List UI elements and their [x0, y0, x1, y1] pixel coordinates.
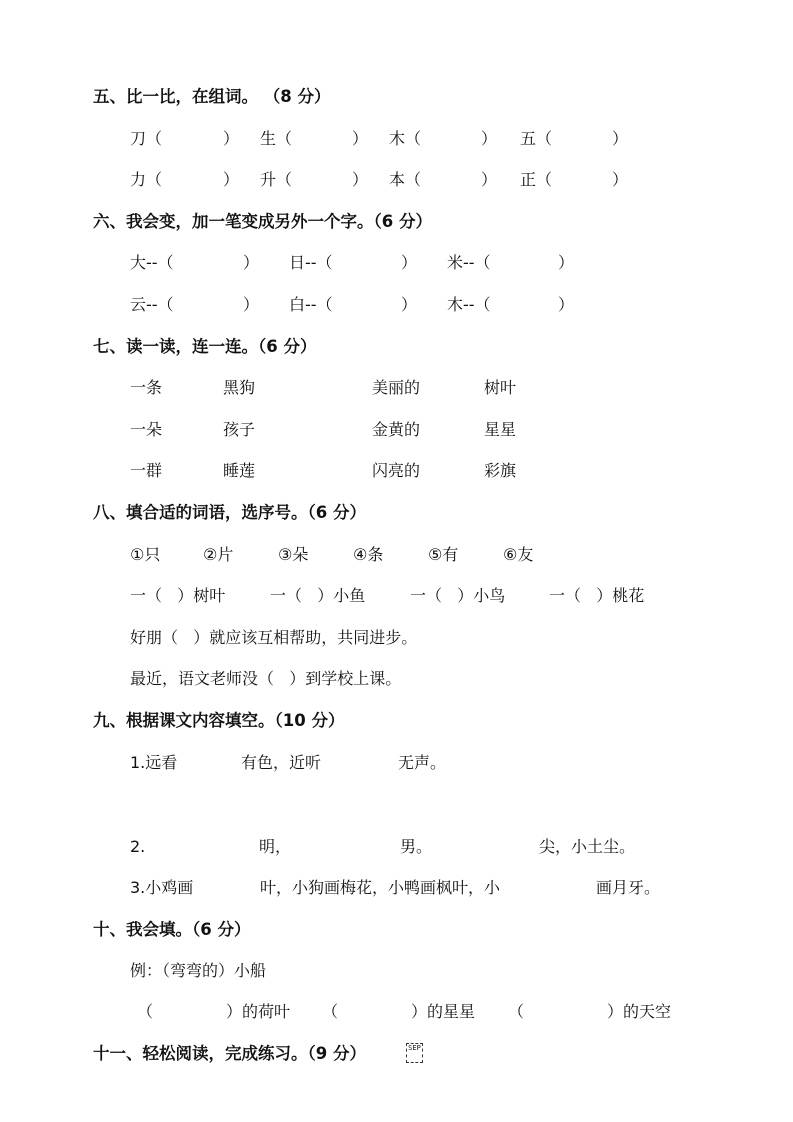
s7-r3-noun2: 彩旗 [484, 461, 517, 480]
s8-blank-4: 一（ ）桃花 [549, 586, 645, 605]
s5-r1-c: 木（ [389, 129, 422, 148]
section-8-title: 八、填合适的词语，选序号。（6 分） [93, 503, 366, 522]
s5-r2-c-close: ） [481, 170, 498, 189]
s10-example: 例：（弯弯的）小船 [130, 961, 267, 980]
s5-r2-a: 力（ [130, 170, 163, 189]
s10-item-2: ）的星星 [411, 1002, 476, 1021]
s6-r2-c-close: ） [558, 295, 575, 314]
section-5-title: 五、比一比，在组词。 （8 分） [93, 87, 331, 106]
s9-l2-c: 男。 [400, 837, 433, 856]
section-9-title: 九、根据课文内容填空。（10 分） [93, 711, 345, 730]
s8-sentence-1: 好朋（ ）就应该互相帮助，共同进步。 [130, 628, 418, 647]
s7-r3-adj: 闪亮的 [372, 461, 421, 480]
s7-r2-noun2: 星星 [484, 420, 517, 439]
s7-r1-noun: 黑狗 [223, 378, 256, 397]
s7-r2-noun: 孩子 [223, 420, 256, 439]
s8-option-4: ④条 [353, 545, 384, 564]
s5-r1-c-close: ） [481, 129, 498, 148]
s10-item-1-open: （ [137, 1002, 154, 1021]
s6-r2-a: 云--（ [130, 295, 174, 314]
s5-r2-b-close: ） [352, 170, 369, 189]
s9-l3-b: 叶，小狗画梅花，小鸭画枫叶，小 [260, 878, 501, 897]
s5-r1-a-close: ） [223, 129, 240, 148]
section-11-title: 十一、轻松阅读，完成练习。（9 分） [93, 1044, 366, 1063]
s8-blank-1: 一（ ）树叶 [130, 586, 226, 605]
s6-r1-a-close: ） [243, 253, 260, 272]
sep-mark-icon: SEP [406, 1043, 423, 1063]
s5-r1-b: 生（ [260, 129, 293, 148]
s10-item-3: ）的天空 [607, 1002, 672, 1021]
s5-r2-d-close: ） [612, 170, 629, 189]
s9-l3-a: 3.小鸡画 [130, 878, 194, 897]
s5-r1-b-close: ） [352, 129, 369, 148]
s6-r2-a-close: ） [243, 295, 260, 314]
s5-r1-d: 五（ [520, 129, 553, 148]
s8-option-5: ⑤有 [428, 545, 459, 564]
s5-r2-d: 正（ [520, 170, 553, 189]
s8-option-2: ②片 [203, 545, 234, 564]
s8-option-1: ①只 [130, 545, 161, 564]
s5-r2-b: 升（ [260, 170, 293, 189]
s6-r1-c: 米--（ [447, 253, 491, 272]
s6-r1-a: 大--（ [130, 253, 174, 272]
s9-l2-d: 尖，小土尘。 [539, 837, 636, 856]
s9-l3-c: 画月牙。 [596, 878, 661, 897]
s6-r1-c-close: ） [558, 253, 575, 272]
s8-blank-2: 一（ ）小鱼 [270, 586, 366, 605]
s9-l1-b: 有色，近听 [241, 753, 322, 772]
s8-option-6: ⑥友 [503, 545, 534, 564]
s7-r2-adj: 金黄的 [372, 420, 421, 439]
s6-r1-b: 日--（ [289, 253, 333, 272]
s8-sentence-2: 最近，语文老师没（ ）到学校上课。 [130, 669, 402, 688]
s9-l1-c: 无声。 [398, 753, 447, 772]
s7-r3-measure: 一群 [130, 461, 163, 480]
section-7-title: 七、读一读，连一连。（6 分） [93, 337, 317, 356]
s7-r2-measure: 一朵 [130, 420, 163, 439]
s6-r2-b-close: ） [401, 295, 418, 314]
section-6-title: 六、我会变，加一笔变成另外一个字。（6 分） [93, 212, 432, 231]
s6-r2-b: 白--（ [289, 295, 333, 314]
s9-l2-a: 2. [130, 837, 146, 856]
s10-item-3-open: （ [508, 1002, 525, 1021]
s5-r1-a: 刀（ [130, 129, 163, 148]
s7-r1-adj: 美丽的 [372, 378, 421, 397]
s6-r2-c: 木--（ [447, 295, 491, 314]
s5-r2-c: 本（ [389, 170, 422, 189]
s5-r2-a-close: ） [223, 170, 240, 189]
s8-option-3: ③朵 [278, 545, 309, 564]
s10-item-1: ）的荷叶 [226, 1002, 291, 1021]
section-10-title: 十、我会填。（6 分） [93, 920, 251, 939]
s9-l2-b: 明， [259, 837, 292, 856]
s7-r3-noun: 睡莲 [223, 461, 256, 480]
s7-r1-noun2: 树叶 [484, 378, 517, 397]
s9-l1-a: 1.远看 [130, 753, 178, 772]
s8-blank-3: 一（ ）小鸟 [410, 586, 506, 605]
s6-r1-b-close: ） [401, 253, 418, 272]
s5-r1-d-close: ） [612, 129, 629, 148]
s10-item-2-open: （ [322, 1002, 339, 1021]
s7-r1-measure: 一条 [130, 378, 163, 397]
